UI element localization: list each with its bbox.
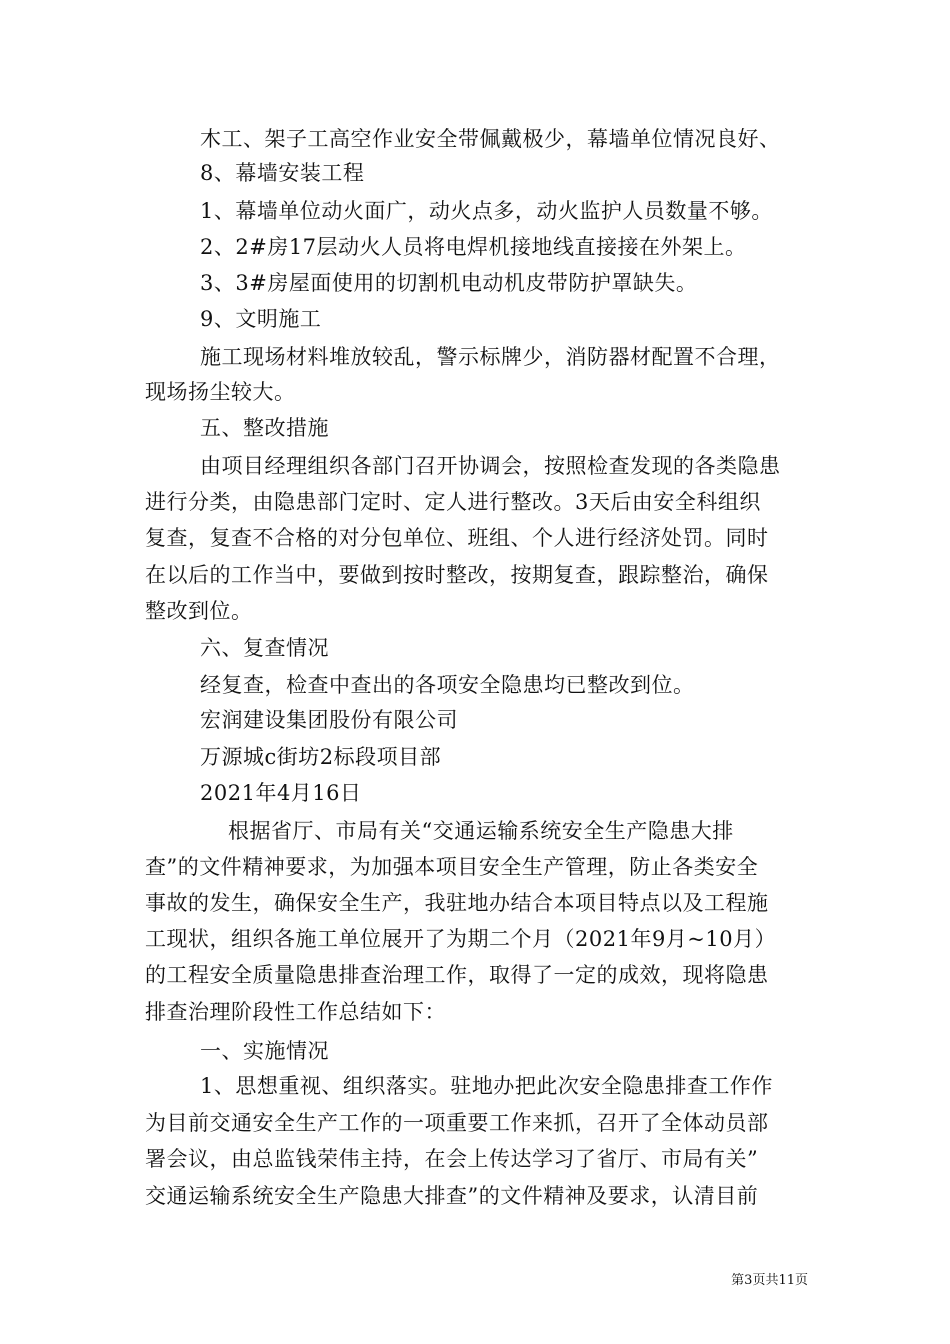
text-line: 整改到位。 [145,599,253,623]
department-name: 万源城c街坊2标段项目部 [200,745,442,769]
section-heading: 一、实施情况 [200,1039,329,1063]
text-line: 1、幕墙单位动火面广，动火点多，动火监护人员数量不够。 [200,199,773,223]
text-line: 查”的文件精神要求，为加强本项目安全生产管理，防止各类安全 [145,855,759,879]
company-name: 宏润建设集团股份有限公司 [200,708,458,732]
text-line: 交通运输系统安全生产隐患大排查”的文件精神及要求，认清目前 [145,1184,759,1208]
date: 2021年4月16日 [200,781,362,805]
text-line: 现场扬尘较大。 [145,380,296,404]
text-line: 由项目经理组织各部门召开协调会，按照检查发现的各类隐患 [200,454,781,478]
text-line: 复查，复查不合格的对分包单位、班组、个人进行经济处罚。同时 [145,526,769,550]
text-line: 施工现场材料堆放较乱，警示标牌少，消防器材配置不合理， [200,345,781,369]
text-line: 经复查，检查中查出的各项安全隐患均已整改到位。 [200,673,695,697]
text-line: 排查治理阶段性工作总结如下： [145,1000,446,1024]
section-heading: 9、文明施工 [200,307,322,331]
text-line: 根据省厅、市局有关“交通运输系统安全生产隐患大排 [228,819,734,843]
text-line: 3、3#房屋面使用的切割机电动机皮带防护罩缺失。 [200,271,698,295]
section-heading: 8、幕墙安装工程 [200,161,365,185]
text-line: 事故的发生，确保安全生产，我驻地办结合本项目特点以及工程施 [145,891,769,915]
text-line: 2、2#房17层动火人员将电焊机接地线直接接在外架上。 [200,235,747,259]
text-line: 1、思想重视、组织落实。驻地办把此次安全隐患排查工作作 [200,1074,773,1098]
text-line: 的工程安全质量隐患排查治理工作，取得了一定的成效，现将隐患 [145,963,769,987]
text-line: 木工、架子工高空作业安全带佩戴极少，幕墙单位情况良好、 [200,127,781,151]
page-number: 第3页共11页 [731,1273,808,1288]
text-line: 为目前交通安全生产工作的一项重要工作来抓，召开了全体动员部 [145,1111,769,1135]
section-heading: 六、复查情况 [200,636,329,660]
text-line: 在以后的工作当中，要做到按时整改，按期复查，跟踪整治，确保 [145,563,769,587]
text-line: 进行分类，由隐患部门定时、定人进行整改。3天后由安全科组织 [145,490,761,514]
section-heading: 五、整改措施 [200,416,329,440]
text-line: 工现状，组织各施工单位展开了为期二个月（2021年9月~10月） [145,927,777,951]
text-line: 署会议，由总监钱荣伟主持，在会上传达学习了省厅、市局有关” [145,1147,759,1171]
